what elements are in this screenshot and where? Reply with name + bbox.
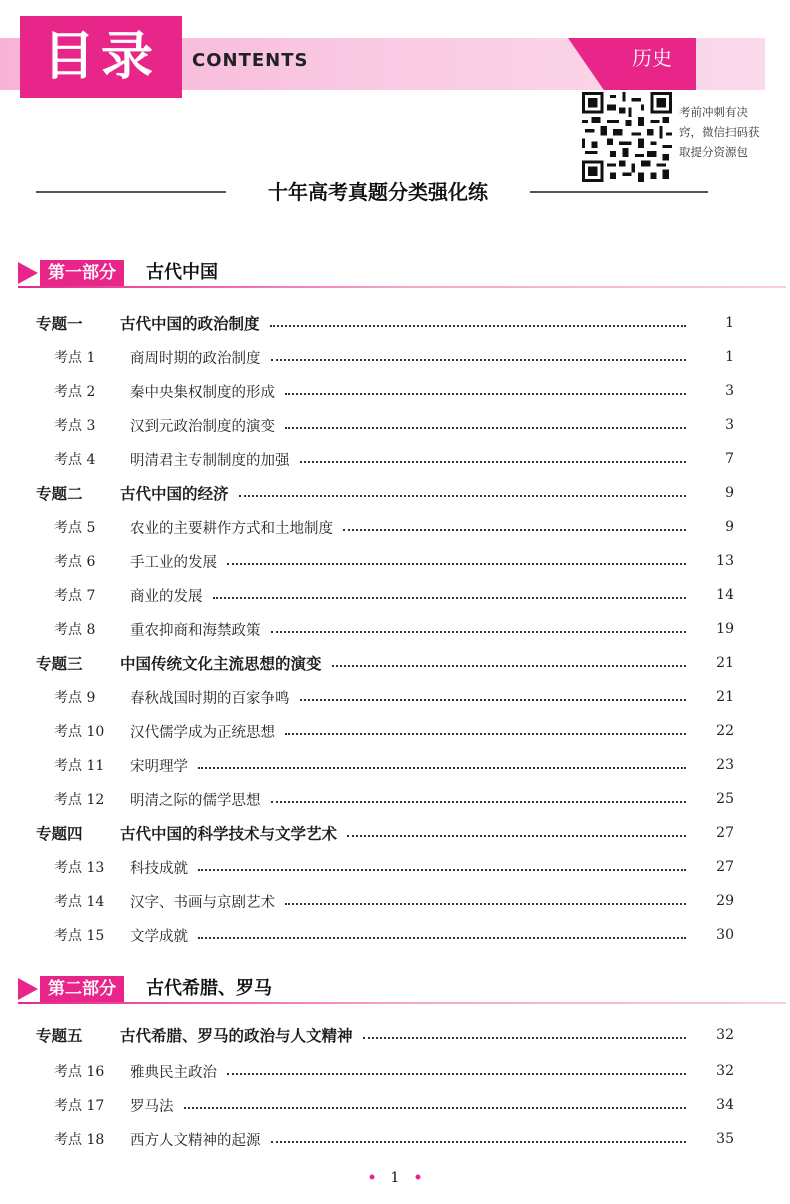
point-number: 考点 6 bbox=[54, 554, 96, 570]
toc-point-3[interactable] bbox=[0, 412, 790, 438]
leader-dots bbox=[363, 1036, 686, 1039]
page-number: 9 bbox=[725, 485, 734, 501]
part-rule bbox=[18, 1002, 786, 1004]
page-number: 32 bbox=[716, 1063, 734, 1079]
toc-topic-1[interactable] bbox=[0, 310, 790, 336]
section-title: 十年高考真题分类强化练 bbox=[268, 180, 488, 204]
toc-topic-4[interactable] bbox=[0, 820, 790, 846]
page-number: 3 bbox=[725, 383, 734, 399]
leader-dots bbox=[239, 494, 686, 497]
toc-point-14[interactable] bbox=[0, 888, 790, 914]
page-number: 32 bbox=[716, 1027, 734, 1043]
leader-dots bbox=[198, 766, 686, 769]
topic-name: 古代中国的经济 bbox=[120, 485, 229, 503]
toc-point-7[interactable] bbox=[0, 582, 790, 608]
page-number: 19 bbox=[716, 621, 734, 637]
point-number: 考点 12 bbox=[54, 792, 105, 808]
leader-dots bbox=[271, 358, 687, 361]
qr-note-line: 考前冲刺有决 bbox=[679, 105, 748, 119]
topic-number: 专题五 bbox=[36, 1027, 83, 1045]
topic-name: 中国传统文化主流思想的演变 bbox=[120, 655, 322, 673]
point-number: 考点 1 bbox=[54, 350, 96, 366]
section-title-rule-right bbox=[530, 191, 708, 193]
topic-name: 古代中国的政治制度 bbox=[120, 315, 260, 333]
point-name: 秦中央集权制度的形成 bbox=[130, 384, 275, 401]
part-header-2 bbox=[18, 974, 786, 1004]
topic-number: 专题三 bbox=[36, 655, 83, 673]
leader-dots bbox=[227, 562, 686, 565]
point-number: 考点 13 bbox=[54, 860, 105, 876]
point-name: 雅典民主政治 bbox=[130, 1064, 217, 1081]
page-number: 29 bbox=[716, 893, 734, 909]
leader-dots bbox=[198, 868, 686, 871]
toc-topic-3[interactable] bbox=[0, 650, 790, 676]
leader-dots bbox=[184, 1106, 687, 1109]
toc-point-18[interactable] bbox=[0, 1126, 790, 1152]
page-number: 22 bbox=[716, 723, 734, 739]
leader-dots bbox=[285, 426, 686, 429]
point-name: 西方人文精神的起源 bbox=[130, 1132, 261, 1149]
toc-point-12[interactable] bbox=[0, 786, 790, 812]
point-name: 科技成就 bbox=[130, 860, 188, 877]
leader-dots bbox=[198, 936, 686, 939]
page-subtitle: CONTENTS bbox=[192, 50, 309, 71]
point-number: 考点 17 bbox=[54, 1098, 105, 1114]
point-number: 考点 16 bbox=[54, 1064, 105, 1080]
toc-topic-5[interactable] bbox=[0, 1022, 790, 1048]
page-number: 13 bbox=[716, 553, 734, 569]
leader-dots bbox=[271, 1140, 687, 1143]
page-number: 1 bbox=[725, 315, 734, 331]
leader-dots bbox=[213, 596, 687, 599]
qr-note bbox=[679, 102, 779, 162]
part-tag: 第二部分 bbox=[40, 976, 124, 1002]
leader-dots bbox=[300, 698, 687, 701]
page-number: 1 bbox=[725, 349, 734, 365]
page-number: 9 bbox=[725, 519, 734, 535]
leader-dots bbox=[271, 800, 687, 803]
page-number: 23 bbox=[716, 757, 734, 773]
toc-point-6[interactable] bbox=[0, 548, 790, 574]
point-number: 考点 10 bbox=[54, 724, 105, 740]
leader-dots bbox=[270, 324, 686, 327]
part-title: 古代希腊、罗马 bbox=[146, 978, 272, 999]
leader-dots bbox=[332, 664, 686, 667]
page-footer bbox=[0, 1170, 790, 1186]
topic-name: 古代中国的科学技术与文学艺术 bbox=[120, 825, 338, 843]
point-name: 罗马法 bbox=[130, 1098, 174, 1115]
point-number: 考点 15 bbox=[54, 928, 105, 944]
qr-code-icon[interactable] bbox=[582, 92, 672, 182]
point-number: 考点 9 bbox=[54, 690, 96, 706]
leader-dots bbox=[285, 902, 686, 905]
point-number: 考点 5 bbox=[54, 520, 96, 536]
toc-topic-2[interactable] bbox=[0, 480, 790, 506]
leader-dots bbox=[343, 528, 686, 531]
leader-dots bbox=[285, 732, 686, 735]
part-header-1 bbox=[18, 258, 786, 288]
page-number: 27 bbox=[716, 825, 734, 841]
toc-point-15[interactable] bbox=[0, 922, 790, 948]
toc-point-11[interactable] bbox=[0, 752, 790, 778]
point-name: 汉代儒学成为正统思想 bbox=[130, 724, 275, 741]
toc-point-5[interactable] bbox=[0, 514, 790, 540]
toc-point-10[interactable] bbox=[0, 718, 790, 744]
toc-point-13[interactable] bbox=[0, 854, 790, 880]
point-number: 考点 11 bbox=[54, 758, 105, 774]
leader-dots bbox=[271, 630, 687, 633]
point-number: 考点 4 bbox=[54, 452, 96, 468]
toc-point-9[interactable] bbox=[0, 684, 790, 710]
toc-point-16[interactable] bbox=[0, 1058, 790, 1084]
toc-point-2[interactable] bbox=[0, 378, 790, 404]
point-number: 考点 8 bbox=[54, 622, 96, 638]
point-name: 春秋战国时期的百家争鸣 bbox=[130, 690, 290, 707]
point-number: 考点 2 bbox=[54, 384, 96, 400]
part-arrow-icon bbox=[18, 978, 38, 1000]
page-number: 14 bbox=[716, 587, 734, 603]
point-number: 考点 7 bbox=[54, 588, 96, 604]
point-name: 商周时期的政治制度 bbox=[130, 350, 261, 367]
bullet-icon: • bbox=[367, 1170, 377, 1186]
topic-number: 专题四 bbox=[36, 825, 83, 843]
bullet-icon: • bbox=[413, 1170, 423, 1186]
point-number: 考点 18 bbox=[54, 1132, 105, 1148]
page-number: 30 bbox=[716, 927, 734, 943]
point-number: 考点 14 bbox=[54, 894, 105, 910]
point-name: 汉字、书画与京剧艺术 bbox=[130, 894, 275, 911]
subject-label: 历史 bbox=[632, 46, 672, 70]
part-title: 古代中国 bbox=[146, 262, 218, 283]
point-name: 农业的主要耕作方式和土地制度 bbox=[130, 520, 333, 537]
part-tag: 第一部分 bbox=[40, 260, 124, 286]
point-name: 明清君主专制制度的加强 bbox=[130, 452, 290, 469]
page-number: 21 bbox=[716, 689, 734, 705]
point-name: 宋明理学 bbox=[130, 758, 188, 775]
page-number: 25 bbox=[716, 791, 734, 807]
toc-point-1[interactable] bbox=[0, 344, 790, 370]
point-number: 考点 3 bbox=[54, 418, 96, 434]
page-number: 21 bbox=[716, 655, 734, 671]
page-number: 34 bbox=[716, 1097, 734, 1113]
point-name: 商业的发展 bbox=[130, 588, 203, 605]
qr-note-line: 窍，微信扫码获 bbox=[679, 125, 760, 139]
page-number: 35 bbox=[716, 1131, 734, 1147]
page-number: 27 bbox=[716, 859, 734, 875]
point-name: 手工业的发展 bbox=[130, 554, 217, 571]
part-rule bbox=[18, 286, 786, 288]
qr-note-line: 取提分资源包 bbox=[679, 145, 748, 159]
page-title: 目录 bbox=[20, 16, 182, 98]
toc-point-8[interactable] bbox=[0, 616, 790, 642]
footer-page-number: 1 bbox=[390, 1170, 400, 1186]
section-title-rule-left bbox=[36, 191, 226, 193]
part-arrow-icon bbox=[18, 262, 38, 284]
point-name: 重农抑商和海禁政策 bbox=[130, 622, 261, 639]
leader-dots bbox=[300, 460, 687, 463]
toc-point-17[interactable] bbox=[0, 1092, 790, 1118]
point-name: 汉到元政治制度的演变 bbox=[130, 418, 275, 435]
point-name: 明清之际的儒学思想 bbox=[130, 792, 261, 809]
page-number: 3 bbox=[725, 417, 734, 433]
leader-dots bbox=[347, 834, 686, 837]
topic-name: 古代希腊、罗马的政治与人文精神 bbox=[120, 1027, 353, 1045]
topic-number: 专题二 bbox=[36, 485, 83, 503]
leader-dots bbox=[285, 392, 686, 395]
toc-point-4[interactable] bbox=[0, 446, 790, 472]
leader-dots bbox=[227, 1072, 686, 1075]
topic-number: 专题一 bbox=[36, 315, 83, 333]
page-number: 7 bbox=[725, 451, 734, 467]
point-name: 文学成就 bbox=[130, 928, 188, 945]
